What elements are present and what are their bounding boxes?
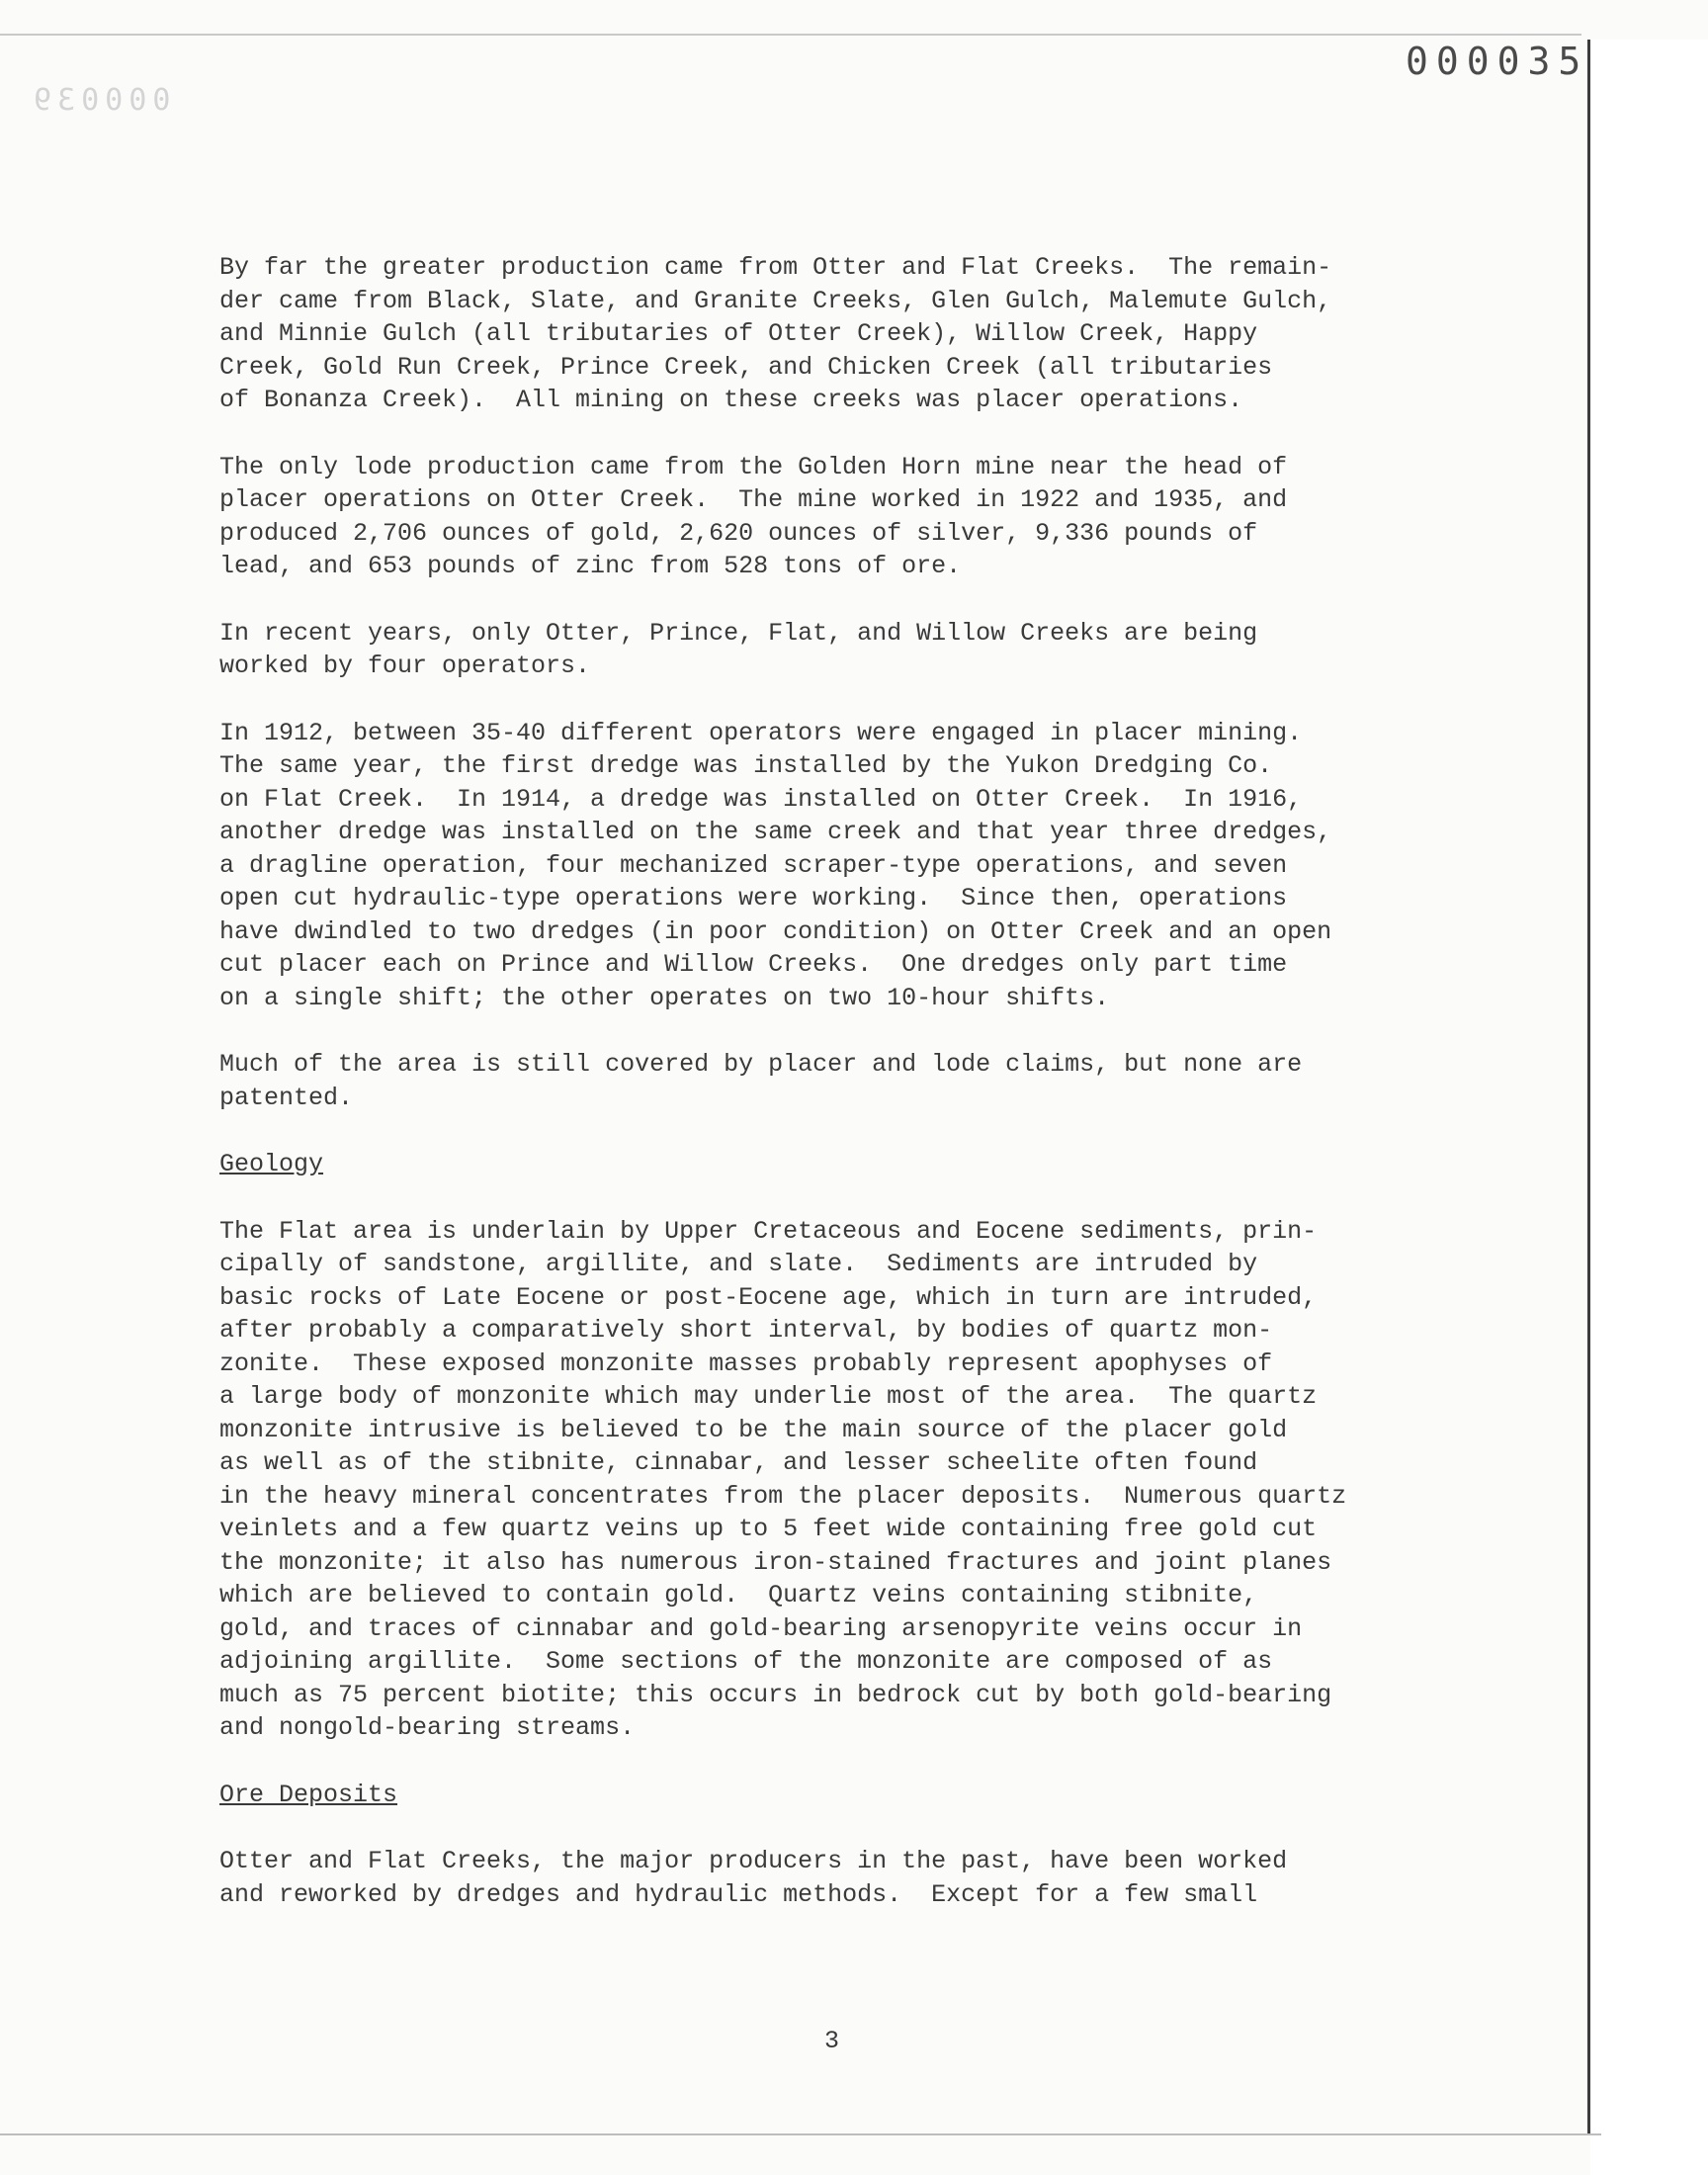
section-heading-ore-deposits: Ore Deposits <box>219 1780 398 1809</box>
body-paragraph: By far the greater production came from Otter and Flat Creeks. The remain- der came from Black, Slate, and Granite Creeks, Glen Gulch, Malemute Gulch, and Minnie Gulch (all tributaries of Otter Creek), Willow Creek, Happy Creek, Gold Run Creek, Prince Creek, and Chicken Creek (all tributaries of Bonanza Creek). All mining on these creeks was placer operations. <box>219 253 1332 414</box>
scan-edge-right <box>1587 40 1590 2135</box>
document-body <box>219 251 1504 1945</box>
scan-edge-bottom <box>0 2133 1601 2135</box>
body-paragraph: The only lode production came from the Golden Horn mine near the head of placer operations on Otter Creek. The mine worked in 1922 and 1935, and produced 2,706 ounces of gold, 2,620 ounces of silver, 9,336 pounds of lead, and 653 pounds of zinc from 528 tons of ore. <box>219 452 1288 580</box>
page-number: 3 <box>824 2027 840 2055</box>
scan-edge-top <box>0 34 1581 36</box>
body-paragraph: Otter and Flat Creeks, the major producers in the past, have been worked and reworked by dredges and hydraulic methods. Except for a few small <box>219 1847 1288 1909</box>
section-heading-geology: Geology <box>219 1150 324 1178</box>
body-paragraph: The Flat area is underlain by Upper Cretaceous and Eocene sediments, prin- cipally of sandstone, argillite, and slate. Sediments are intruded by basic rocks of Late Eocene or post-Eocene age, which in turn are intruded, after probably a comparatively short interval, by bodies of quartz mon- zonite. These exposed monzonite masses probably represent apophyses of a large body of monzonite which may underlie most of the area. The quartz monzonite intrusive is believed to be the main source of the placer gold as well as of the stibnite, cinnabar, and lesser scheelite often found in the heavy mineral concentrates from the placer deposits. Numerous quartz veinlets and a few quartz veins up to 5 feet wide containing free gold cut the monzonite; it also has numerous iron-stained fractures and joint planes which are believed to contain gold. Quartz veins containing stibnite, gold, and traces of cinnabar and gold-bearing arsenopyrite veins occur in adjoining argillite. Some sections of the monzonite are composed of as much as 75 percent biotite; this occurs in bedrock cut by both gold-bearing and nongold-bearing streams. <box>219 1216 1347 1742</box>
bleed-through-page-id: 000039 <box>28 83 171 118</box>
body-paragraph: In 1912, between 35-40 different operators were engaged in placer mining. The same year, the first dredge was installed by the Yukon Dredging Co. on Flat Creek. In 1914, a dredge was installed on Otter Creek. In 1916, another dredge was installed on the same creek and that year three dredges, a dragline operation, four mechanized scraper-type operations, and seven open cut hydraulic-type operations were working. Since then, operations have dwindled to two dredges (in poor condition) on Otter Creek and an open cut placer each on Prince and Willow Creeks. One dredges only part time on a single shift; the other operates on two 10-hour shifts. <box>219 718 1332 1012</box>
scan-background-right <box>1590 40 1708 2175</box>
body-paragraph: In recent years, only Otter, Prince, Flat, and Willow Creeks are being worked by four operators. <box>219 618 1258 680</box>
body-paragraph: Much of the area is still covered by placer and lode claims, but none are patented. <box>219 1050 1303 1112</box>
page-id-stamp: 000035 <box>1406 40 1589 83</box>
